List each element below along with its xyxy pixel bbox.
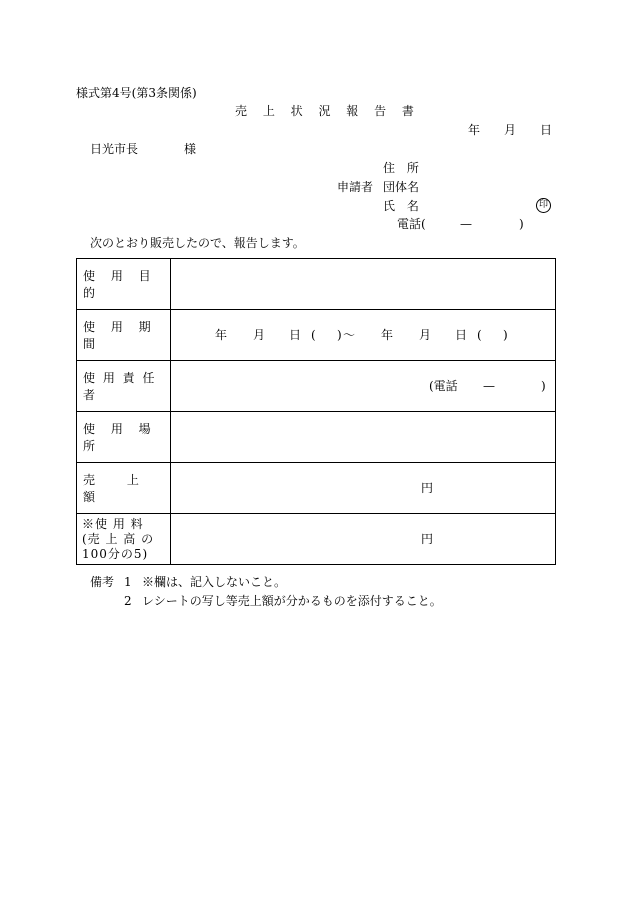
period-tilde: ～ (343, 328, 356, 342)
responsible-label: 使 用 責 任 者 (83, 371, 157, 402)
fee-label-line1: ※使 用 料 (82, 516, 144, 531)
responsible-value-cell[interactable] (171, 361, 556, 412)
period-row (77, 310, 556, 361)
period-end-close: ) (503, 328, 508, 342)
period-end-month: 月 (419, 328, 432, 342)
fee-row (77, 514, 556, 565)
fee-label-line2: (売 上 高 の (82, 531, 155, 546)
period-end-open: ( (477, 328, 482, 342)
place-row (77, 412, 556, 463)
place-label-cell (77, 412, 171, 463)
sales-unit: 円 (421, 481, 434, 495)
organization-label: 団体名 (383, 180, 420, 194)
date-month: 月 (504, 123, 517, 137)
sales-row (77, 463, 556, 514)
responsible-phone-suffix: ) (541, 379, 546, 393)
note-1-number: 1 (124, 575, 132, 589)
fee-label-line3: 100分の5) (82, 546, 149, 561)
note-2-text: レシートの写し等売上額が分かるものを添付すること。 (142, 594, 442, 608)
period-label-cell (77, 310, 171, 361)
place-value-cell[interactable] (171, 412, 556, 463)
phone-prefix: 電話( (397, 217, 426, 231)
date-year: 年 (468, 123, 481, 137)
note-2-number: 2 (124, 594, 132, 608)
date-day: 日 (540, 123, 553, 137)
purpose-row (77, 259, 556, 310)
phone-suffix: ) (519, 217, 524, 231)
address-label: 住 所 (383, 161, 423, 175)
addressee: 日光市長 (90, 142, 139, 156)
notes-heading: 備考 (90, 575, 115, 589)
period-start-open: ( (311, 328, 316, 342)
sales-label: 売 上 額 (83, 473, 153, 504)
sales-label-cell (77, 463, 171, 514)
sales-value-cell[interactable] (171, 463, 556, 514)
purpose-label-cell (77, 259, 171, 310)
purpose-label: 使 用 目 的 (83, 269, 157, 300)
period-value-cell[interactable] (171, 310, 556, 361)
responsible-phone-dash: — (483, 379, 495, 393)
phone-dash: — (460, 217, 472, 231)
place-label: 使 用 場 所 (83, 422, 157, 453)
period-end-year: 年 (381, 328, 394, 342)
seal-mark: 印 (536, 198, 551, 213)
period-start-day: 日 (289, 328, 302, 342)
document-title: 売 上 状 況 報 告 書 (235, 104, 420, 118)
honorific: 様 (184, 142, 197, 156)
fee-unit: 円 (421, 532, 434, 546)
responsible-label-cell (77, 361, 171, 412)
responsible-row (77, 361, 556, 412)
responsible-phone-prefix: (電話 (429, 379, 458, 393)
purpose-value-cell[interactable] (171, 259, 556, 310)
period-label: 使 用 期 間 (83, 320, 157, 351)
name-label: 氏 名 (383, 199, 423, 213)
report-table (76, 258, 556, 565)
form-number: 様式第4号(第3条関係) (76, 86, 197, 100)
period-end-day: 日 (455, 328, 468, 342)
fee-value-cell[interactable] (171, 514, 556, 565)
period-start-close: ) (337, 328, 342, 342)
period-start-month: 月 (253, 328, 266, 342)
applicant-label: 申請者 (337, 180, 374, 194)
note-1-text: ※欄は、記入しないこと。 (142, 575, 287, 589)
intro-text: 次のとおり販売したので、報告します。 (90, 236, 305, 250)
fee-label-cell (77, 514, 171, 565)
period-start-year: 年 (215, 328, 228, 342)
